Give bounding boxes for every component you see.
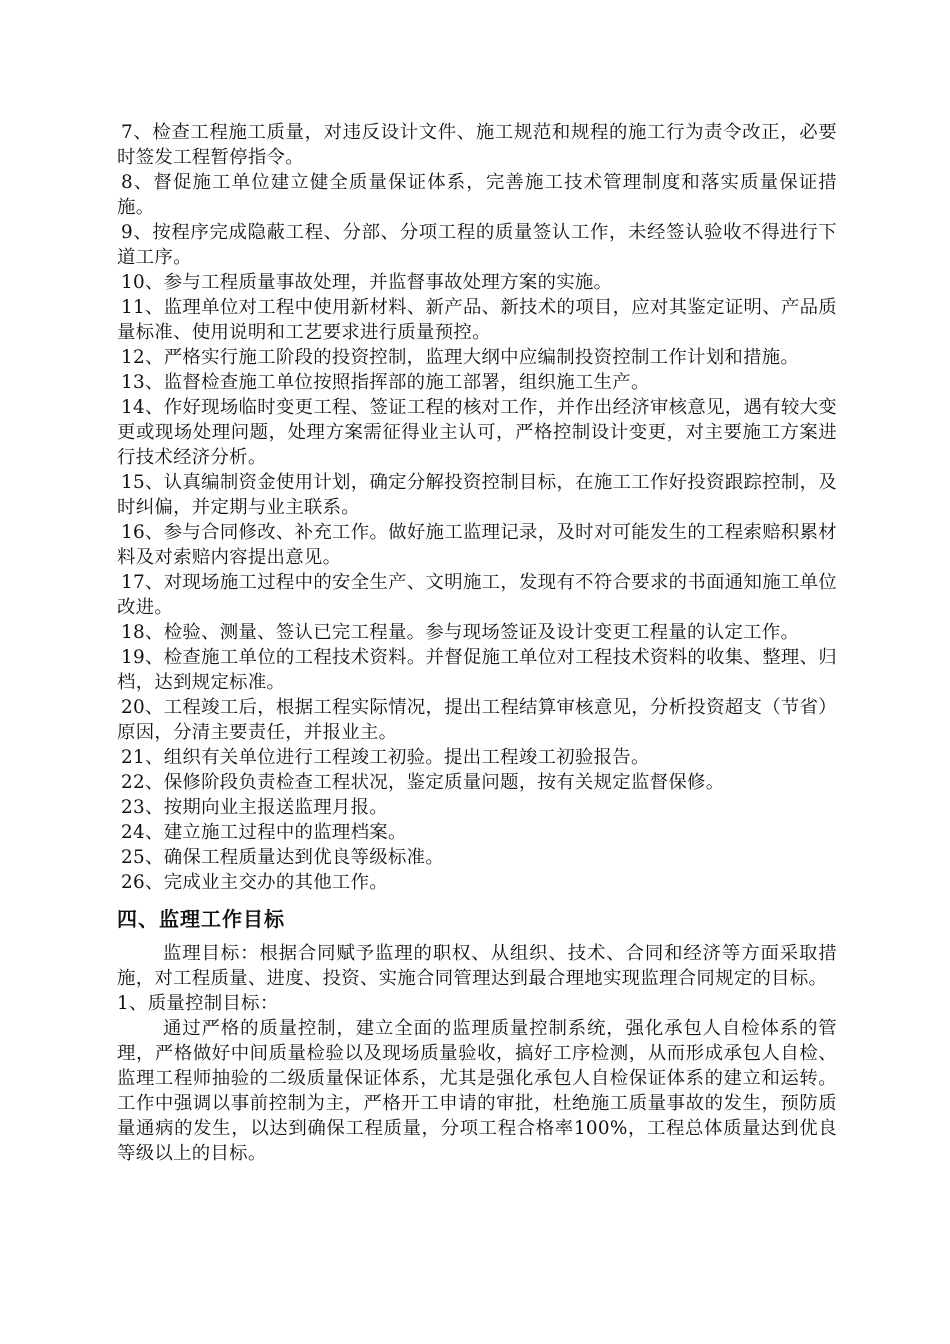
duty-item-22: 22、保修阶段负责检查工程状况，鉴定质量问题，按有关规定监督保修。 [121,772,725,793]
duty-item-15: 15、认真编制资金使用计划，确定分解投资控制目标，在施工工作好投资跟踪控制，及时纠偏，并定期与业主联系。 [117,472,837,518]
section-heading: 四、监理工作目标 [117,907,285,931]
duty-item-8: 8、督促施工单位建立健全质量保证体系，完善施工技术管理制度和落实质量保证措施。 [117,172,837,218]
quality-goal-subheading: 1、质量控制目标： [117,993,279,1014]
duty-item-25: 25、确保工程质量达到优良等级标准。 [121,847,445,868]
duty-item-24: 24、建立施工过程中的监理档案。 [121,822,407,843]
quality-goal-paragraph: 通过严格的质量控制，建立全面的监理质量控制系统，强化承包人自检体系的管理，严格做好中间质量检验以及现场质量验收，搞好工序检测，从而形成承包人自检、监理工程师抽验的二级质量保证体系，尤其是强化承包人自检保证体系的建立和运转。工作中强调以事前控制为主，严格开工申请的审批，杜绝施工质量事故的发生，预防质量通病的发生，以达到确保工程质量，分项工程合格率100%，工程总体质量达到优良等级以上的目标。 [117,1018,837,1164]
duty-item-14: 14、作好现场临时变更工程、签证工程的核对工作，并作出经济审核意见，遇有较大变更或现场处理问题，处理方案需征得业主认可，严格控制设计变更，对主要施工方案进行技术经济分析。 [117,397,837,468]
duty-item-20: 20、工程竣工后，根据工程实际情况，提出工程结算审核意见，分析投资超支（节省）原因，分清主要责任，并报业主。 [117,697,837,743]
duty-item-23: 23、按期向业主报送监理月报。 [121,797,388,818]
goal-intro-paragraph: 监理目标：根据合同赋予监理的职权、从组织、技术、合同和经济等方面采取措施，对工程质量、进度、投资、实施合同管理达到最合理地实现监理合同规定的目标。 [117,943,837,989]
duty-item-12: 12、严格实行施工阶段的投资控制，监理大纲中应编制投资控制工作计划和措施。 [121,347,800,368]
duty-item-11: 11、监理单位对工程中使用新材料、新产品、新技术的项目，应对其鉴定证明、产品质量标准、使用说明和工艺要求进行质量预控。 [117,297,837,343]
duty-list [117,120,837,895]
duty-item-13: 13、监督检查施工单位按照指挥部的施工部署，组织施工生产。 [121,372,650,393]
duty-item-16: 16、参与合同修改、补充工作。做好施工监理记录，及时对可能发生的工程索赔积累材料及对索赔内容提出意见。 [117,522,837,568]
duty-item-10: 10、参与工程质量事故处理，并监督事故处理方案的实施。 [121,272,613,293]
duty-item-21: 21、组织有关单位进行工程竣工初验。提出工程竣工初验报告。 [121,747,650,768]
duty-item-7: 7、检查工程施工质量，对违反设计文件、施工规范和规程的施工行为责令改正，必要时签发工程暂停指令。 [117,122,837,168]
duty-item-18: 18、检验、测量、签认已完工程量。参与现场签证及设计变更工程量的认定工作。 [121,622,800,643]
duty-item-9: 9、按程序完成隐蔽工程、分部、分项工程的质量签认工作，未经签认验收不得进行下道工序。 [117,222,837,268]
document-page [117,120,837,1166]
duty-item-19: 19、检查施工单位的工程技术资料。并督促施工单位对工程技术资料的收集、整理、归档，达到规定标准。 [117,647,837,693]
duty-item-26: 26、完成业主交办的其他工作。 [121,872,388,893]
duty-item-17: 17、对现场施工过程中的安全生产、文明施工，发现有不符合要求的书面通知施工单位改进。 [117,572,837,618]
